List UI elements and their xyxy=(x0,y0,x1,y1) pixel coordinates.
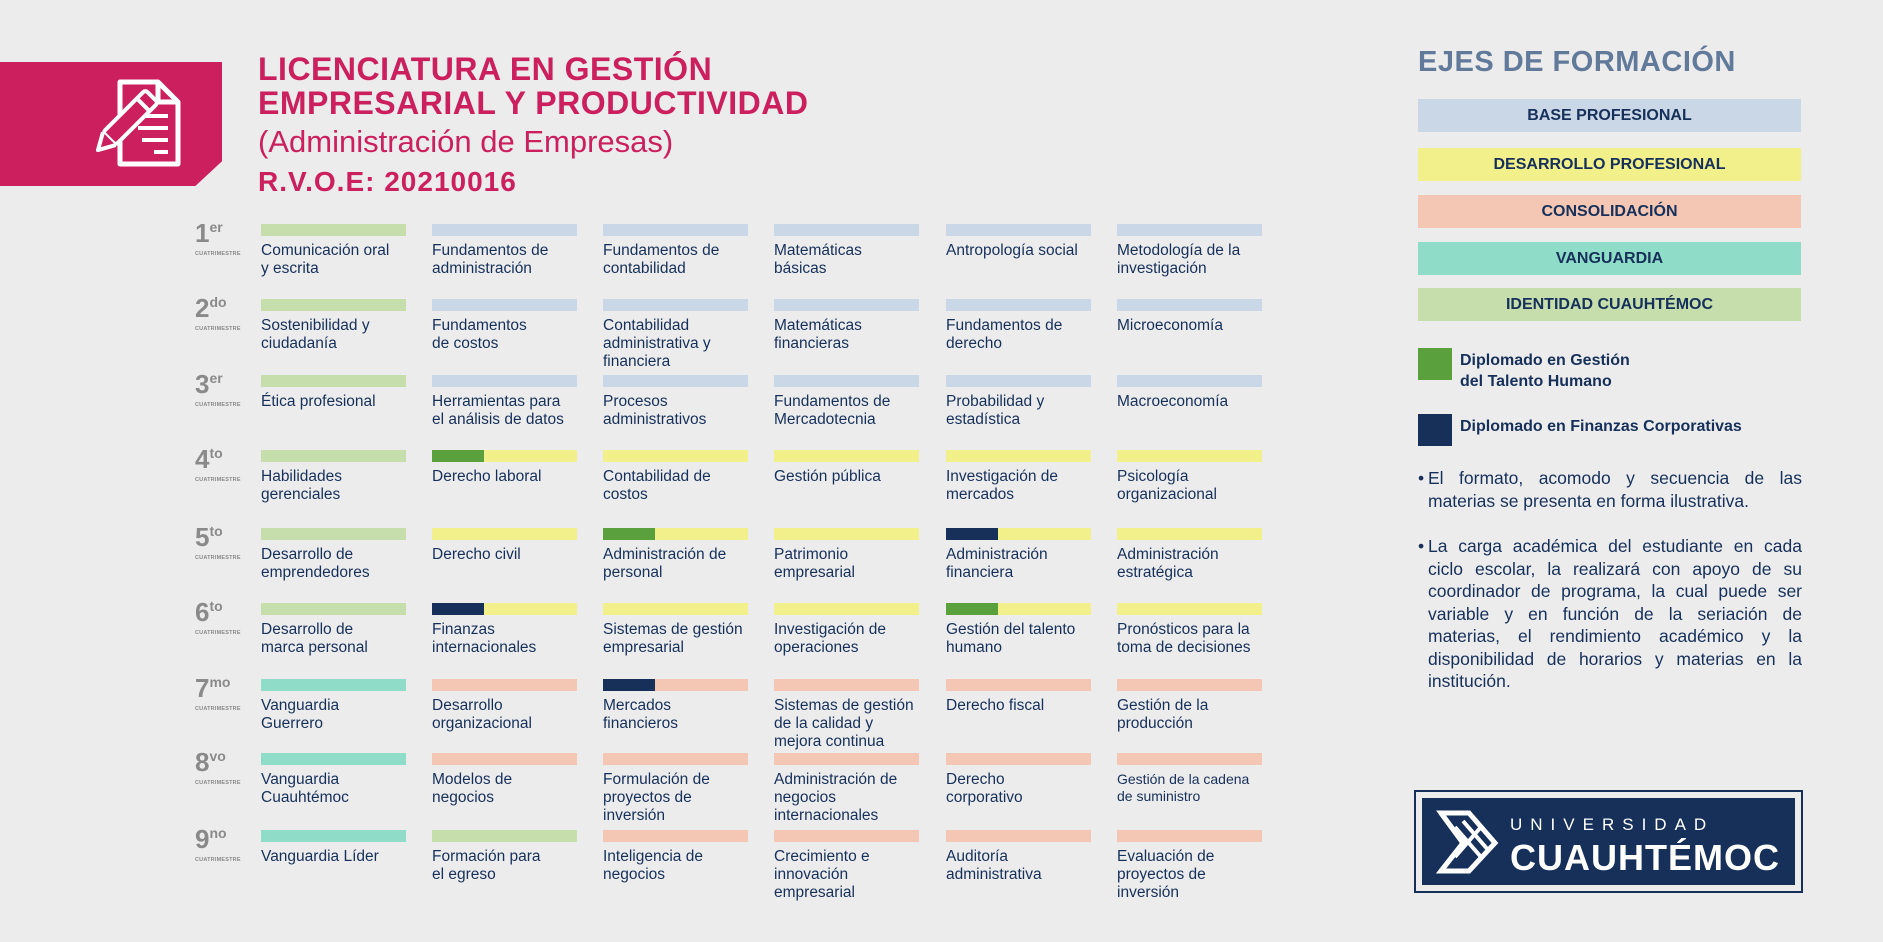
subject-cell xyxy=(432,450,577,486)
subject-name: Fundamentos de Mercadotecnia xyxy=(774,393,891,428)
axis-bar xyxy=(1117,679,1262,691)
subject-cell xyxy=(261,603,406,657)
subject-name: Matemáticas financieras xyxy=(774,317,862,352)
axis-bar xyxy=(603,679,748,691)
note-1: • El formato, acomodo y secuencia de las materias se presenta en forma ilustrativa. xyxy=(1418,468,1802,511)
axis-bar xyxy=(261,528,406,540)
term-suffix: mo xyxy=(209,674,231,690)
axis-bar xyxy=(603,603,748,615)
subject-cell xyxy=(261,224,406,278)
axis-bar xyxy=(774,753,919,765)
subject-name: Finanzas internacionales xyxy=(432,621,537,656)
subject-name: Derecho civil xyxy=(432,546,521,563)
subject-name: Psicología organizacional xyxy=(1117,468,1217,503)
eje-desarrollo: DESARROLLO PROFESIONAL xyxy=(1418,148,1801,181)
subject-cell xyxy=(1117,528,1262,582)
term-number: 8 xyxy=(195,747,210,777)
axis-bar xyxy=(774,603,919,615)
subject-cell xyxy=(946,679,1091,715)
term-number: 3 xyxy=(195,369,210,399)
subject-cell xyxy=(261,753,406,807)
subject-cell xyxy=(261,679,406,733)
term-caption: CUATRIMESTRE xyxy=(195,555,241,561)
axis-bar xyxy=(603,224,748,236)
term-label xyxy=(195,675,245,712)
university-logo xyxy=(1419,795,1798,888)
subject-name: Derecho laboral xyxy=(432,468,542,485)
subject-name: Procesos administrativos xyxy=(603,393,707,428)
subject-cell xyxy=(432,375,577,429)
axis-bar xyxy=(1117,528,1262,540)
page-title-block xyxy=(258,52,808,200)
axis-bar xyxy=(774,450,919,462)
axis-bar xyxy=(946,603,1091,615)
subject-cell xyxy=(946,299,1091,353)
axis-bar xyxy=(946,299,1091,311)
diplomado-marker xyxy=(603,679,655,691)
subject-name: Evaluación de proyectos de inversión xyxy=(1117,848,1215,901)
subject-name: Gestión del talento humano xyxy=(946,621,1076,656)
note-text: El formato, acomodo y secuencia de las materias se presenta en forma ilustrativa. xyxy=(1428,468,1802,511)
axis-bar xyxy=(603,450,748,462)
axis-bar xyxy=(774,679,919,691)
diplomado-swatch xyxy=(1418,348,1452,380)
subject-cell xyxy=(946,450,1091,504)
subject-name: Auditoría administrativa xyxy=(946,848,1042,883)
term-suffix: vo xyxy=(209,748,226,764)
subject-cell xyxy=(946,603,1091,657)
axis-bar xyxy=(774,224,919,236)
subject-cell xyxy=(432,299,577,353)
axis-bar xyxy=(261,450,406,462)
subject-name: Sistemas de gestión empresarial xyxy=(603,621,743,656)
subject-cell xyxy=(603,299,748,371)
subject-cell xyxy=(774,299,919,353)
subject-cell xyxy=(261,299,406,353)
subject-name: Desarrollo de marca personal xyxy=(261,621,368,656)
term-label xyxy=(195,446,245,483)
subject-name: Modelos de negocios xyxy=(432,771,513,806)
term-caption: CUATRIMESTRE xyxy=(195,706,241,712)
subject-name: Contabilidad de costos xyxy=(603,468,711,503)
diplomado-marker xyxy=(946,528,998,540)
term-label xyxy=(195,599,245,636)
axis-bar xyxy=(1117,299,1262,311)
subject-name: Crecimiento e innovación empresarial xyxy=(774,848,870,901)
term-label xyxy=(195,295,245,332)
axis-bar xyxy=(432,299,577,311)
axis-bar xyxy=(603,753,748,765)
diplomado-marker xyxy=(432,603,484,615)
term-number: 7 xyxy=(195,673,210,703)
axis-bar xyxy=(946,224,1091,236)
subject-cell xyxy=(1117,753,1262,805)
subject-cell xyxy=(774,224,919,278)
diplomado-marker xyxy=(432,450,484,462)
eje-consolidacion: CONSOLIDACIÓN xyxy=(1418,195,1801,228)
term-caption: CUATRIMESTRE xyxy=(195,630,241,636)
subject-name: Sistemas de gestión de la calidad y mejora continua xyxy=(774,697,914,750)
subject-cell xyxy=(432,753,577,807)
subject-cell xyxy=(603,528,748,582)
subject-cell xyxy=(946,224,1091,260)
subject-name: Investigación de operaciones xyxy=(774,621,887,656)
subject-cell xyxy=(946,753,1091,807)
axis-bar xyxy=(261,753,406,765)
subject-cell xyxy=(774,450,919,486)
axis-bar xyxy=(432,753,577,765)
diplomado-marker xyxy=(946,603,998,615)
subject-name: Sostenibilidad y ciudadanía xyxy=(261,317,370,352)
term-number: 9 xyxy=(195,824,210,854)
subject-cell xyxy=(603,830,748,884)
term-suffix: to xyxy=(209,598,223,614)
axis-bar xyxy=(432,528,577,540)
axis-bar xyxy=(603,528,748,540)
term-suffix: to xyxy=(209,523,223,539)
subject-name: Fundamentos de derecho xyxy=(946,317,1063,352)
diplomado-legend-item xyxy=(1418,348,1630,392)
eje-vanguardia: VANGUARDIA xyxy=(1418,242,1801,275)
subject-name: Gestión de la producción xyxy=(1117,697,1209,732)
subject-cell xyxy=(1117,224,1262,278)
page-subtitle: (Administración de Empresas) xyxy=(258,124,674,159)
subject-name: Gestión pública xyxy=(774,468,881,485)
subject-cell xyxy=(774,753,919,825)
subject-cell xyxy=(774,603,919,657)
subject-name: Formación para el egreso xyxy=(432,848,541,883)
subject-name: Fundamentos de administración xyxy=(432,242,549,277)
axis-bar xyxy=(432,224,577,236)
subject-cell xyxy=(1117,679,1262,733)
axis-bar xyxy=(432,375,577,387)
subject-cell xyxy=(603,753,748,825)
note-2: • La carga académica del estudiante en cada ciclo escolar, la realizará con apoyo de su coordinador de programa, la cual puede ser variable y en función de la seriación de materias, el rendimiento académico y la disponibilidad de horarios y materias en la institución. xyxy=(1418,536,1802,691)
axis-bar xyxy=(261,299,406,311)
subject-cell xyxy=(261,450,406,504)
axis-bar xyxy=(1117,603,1262,615)
term-caption: CUATRIMESTRE xyxy=(195,857,241,863)
term-caption: CUATRIMESTRE xyxy=(195,326,241,332)
subject-cell xyxy=(261,830,406,866)
subject-cell xyxy=(432,603,577,657)
subject-name: Comunicación oral y escrita xyxy=(261,242,390,277)
subject-cell xyxy=(432,528,577,564)
axis-bar xyxy=(774,830,919,842)
subject-name: Patrimonio empresarial xyxy=(774,546,855,581)
subject-name: Vanguardia Líder xyxy=(261,848,379,865)
subject-cell xyxy=(261,375,406,411)
page-title-line1: LICENCIATURA EN GESTIÓN xyxy=(258,51,713,87)
diplomado-label: Diplomado en Gestión del Talento Humano xyxy=(1460,352,1630,390)
subject-cell xyxy=(603,375,748,429)
subject-name: Mercados financieros xyxy=(603,697,678,732)
term-suffix: er xyxy=(209,370,223,386)
term-number: 1 xyxy=(195,218,210,248)
term-suffix: to xyxy=(209,445,223,461)
subject-name: Derecho corporativo xyxy=(946,771,1023,806)
diplomado-legend-item xyxy=(1418,414,1742,446)
term-label xyxy=(195,220,245,257)
axis-bar xyxy=(261,375,406,387)
subject-cell xyxy=(432,679,577,733)
subject-name: Inteligencia de negocios xyxy=(603,848,703,883)
header-banner xyxy=(0,62,222,186)
term-label xyxy=(195,749,245,786)
rvoe-code: R.V.O.E: 20210016 xyxy=(258,166,517,197)
subject-name: Vanguardia Guerrero xyxy=(261,697,340,732)
page-title-line2: EMPRESARIAL Y PRODUCTIVIDAD xyxy=(258,85,809,121)
axis-bar xyxy=(774,375,919,387)
subject-cell xyxy=(603,450,748,504)
term-number: 2 xyxy=(195,293,210,323)
axis-bar xyxy=(261,224,406,236)
subject-name: Desarrollo organizacional xyxy=(432,697,532,732)
axis-bar xyxy=(603,299,748,311)
subject-name: Gestión de la cadena de suministro xyxy=(1117,771,1250,804)
subject-cell xyxy=(432,224,577,278)
axis-bar xyxy=(261,679,406,691)
subject-cell xyxy=(603,603,748,657)
term-number: 6 xyxy=(195,597,210,627)
axis-bar xyxy=(1117,753,1262,765)
term-label xyxy=(195,524,245,561)
axis-bar xyxy=(261,830,406,842)
axis-bar xyxy=(1117,375,1262,387)
subject-name: Fundamentos de contabilidad xyxy=(603,242,720,277)
term-caption: CUATRIMESTRE xyxy=(195,477,241,483)
subject-cell xyxy=(774,528,919,582)
axis-bar xyxy=(1117,830,1262,842)
term-suffix: do xyxy=(209,294,227,310)
axis-bar xyxy=(603,375,748,387)
subject-cell xyxy=(1117,830,1262,902)
subject-name: Antropología social xyxy=(946,242,1078,259)
subject-cell xyxy=(432,830,577,884)
term-caption: CUATRIMESTRE xyxy=(195,780,241,786)
subject-cell xyxy=(774,375,919,429)
subject-cell xyxy=(946,528,1091,582)
term-label xyxy=(195,826,245,863)
ejes-title: EJES DE FORMACIÓN xyxy=(1418,46,1736,78)
axis-bar xyxy=(946,450,1091,462)
subject-name: Habilidades gerenciales xyxy=(261,468,342,503)
subject-cell xyxy=(603,224,748,278)
subject-name: Derecho fiscal xyxy=(946,697,1045,714)
subject-name: Administración de negocios internacionales xyxy=(774,771,898,824)
axis-bar xyxy=(946,753,1091,765)
subject-cell xyxy=(946,375,1091,429)
university-shield-logo xyxy=(1433,807,1503,877)
term-suffix: no xyxy=(209,825,227,841)
subject-cell xyxy=(774,679,919,751)
subject-name: Ética profesional xyxy=(261,393,376,410)
note-text: La carga académica del estudiante en cada ciclo escolar, la realizará con apoyo de su coordinador de programa, la cual puede ser variable y en función de la seriación de materias, el rendimiento académico y la disponibilidad de horarios y materias en la institución. xyxy=(1428,536,1802,691)
subject-name: Pronósticos para la toma de decisiones xyxy=(1117,621,1251,656)
logo-line2: CUAUHTÉMOC xyxy=(1510,837,1780,878)
subject-name: Investigación de mercados xyxy=(946,468,1059,503)
axis-bar xyxy=(946,528,1091,540)
term-number: 4 xyxy=(195,444,210,474)
axis-bar xyxy=(432,603,577,615)
document-pencil-icon xyxy=(92,78,188,170)
subject-name: Metodología de la investigación xyxy=(1117,242,1241,277)
subject-name: Probabilidad y estadística xyxy=(946,393,1045,428)
axis-bar xyxy=(1117,224,1262,236)
subject-name: Administración de personal xyxy=(603,546,727,581)
diplomado-swatch xyxy=(1418,414,1452,446)
subject-name: Fundamentos de costos xyxy=(432,317,527,352)
subject-name: Vanguardia Cuauhtémoc xyxy=(261,771,349,806)
subject-cell xyxy=(1117,603,1262,657)
subject-name: Macroeconomía xyxy=(1117,393,1229,410)
subject-cell xyxy=(1117,450,1262,504)
axis-bar xyxy=(603,830,748,842)
axis-bar xyxy=(946,679,1091,691)
axis-bar xyxy=(774,528,919,540)
subject-name: Administración financiera xyxy=(946,546,1048,581)
diplomado-label: Diplomado en Finanzas Corporativas xyxy=(1460,418,1742,435)
subject-name: Microeconomía xyxy=(1117,317,1223,334)
subject-cell xyxy=(1117,299,1262,335)
axis-bar xyxy=(432,830,577,842)
term-caption: CUATRIMESTRE xyxy=(195,402,241,408)
axis-bar xyxy=(946,830,1091,842)
axis-bar xyxy=(261,603,406,615)
subject-name: Contabilidad administrativa y financiera xyxy=(603,317,711,370)
subject-cell xyxy=(1117,375,1262,411)
axis-bar xyxy=(774,299,919,311)
subject-cell xyxy=(603,679,748,733)
subject-name: Administración estratégica xyxy=(1117,546,1219,581)
axis-bar xyxy=(946,375,1091,387)
subject-name: Formulación de proyectos de inversión xyxy=(603,771,710,824)
eje-identidad: IDENTIDAD CUAUHTÉMOC xyxy=(1418,288,1801,321)
logo-line1: UNIVERSIDAD xyxy=(1510,815,1715,834)
subject-cell xyxy=(261,528,406,582)
eje-base: BASE PROFESIONAL xyxy=(1418,99,1801,132)
subject-cell xyxy=(946,830,1091,884)
subject-name: Matemáticas básicas xyxy=(774,242,862,277)
term-suffix: er xyxy=(209,219,223,235)
axis-bar xyxy=(432,450,577,462)
axis-bar xyxy=(1117,450,1262,462)
term-number: 5 xyxy=(195,522,210,552)
axis-bar xyxy=(432,679,577,691)
subject-name: Desarrollo de emprendedores xyxy=(261,546,370,581)
term-label xyxy=(195,371,245,408)
term-caption: CUATRIMESTRE xyxy=(195,251,241,257)
diplomado-marker xyxy=(603,528,655,540)
subject-name: Herramientas para el análisis de datos xyxy=(432,393,564,428)
subject-cell xyxy=(774,830,919,902)
